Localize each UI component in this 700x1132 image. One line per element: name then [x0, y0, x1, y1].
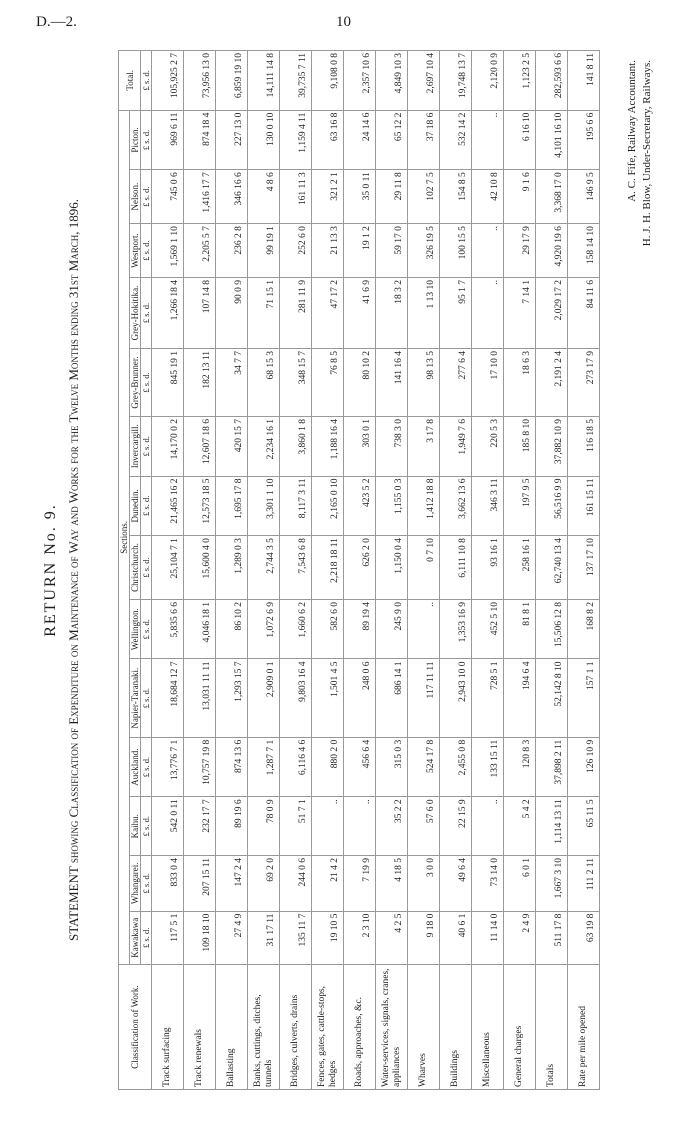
table-cell: 3 0 0: [408, 856, 440, 912]
unit-header: £ s. d.: [141, 348, 152, 416]
table-cell: 3,860 1 8: [280, 416, 312, 476]
table-cell: 1,416 17 7: [184, 170, 216, 224]
signature-accountant: A. C. Fife, Railway Accountant.: [626, 60, 638, 202]
row-label: Bridges, culverts, drains: [280, 965, 312, 1090]
table-cell: 65 12 2: [376, 110, 408, 170]
table-cell: 18 6 3: [504, 348, 536, 416]
table-cell: 31 17 11: [248, 911, 280, 964]
table-cell: 874 13 6: [216, 737, 248, 797]
table-cell: 1,159 4 11: [280, 110, 312, 170]
table-cell: 1,412 18 8: [408, 476, 440, 536]
table-cell: 244 0 6: [280, 856, 312, 912]
units-row: [141, 51, 152, 1090]
table-cell: 51 7 1: [280, 797, 312, 856]
table-cell: 34 7 7: [216, 348, 248, 416]
table-cell: 14,170 0 2: [152, 416, 184, 476]
row-total: 73,956 13 0: [184, 51, 216, 111]
table-cell: 5 4 2: [504, 797, 536, 856]
table-cell: ..: [472, 110, 504, 170]
table-cell: 117 11 11: [408, 659, 440, 737]
table-cell: 10,757 19 8: [184, 737, 216, 797]
table-cell: ..: [472, 797, 504, 856]
table-cell: 11 14 0: [472, 911, 504, 964]
row-label: General charges: [504, 965, 536, 1090]
table-cell: 258 16 1: [504, 536, 536, 600]
table-row: [376, 51, 408, 1090]
table-cell: 116 18 5: [568, 416, 600, 476]
table-cell: 35 2 2: [376, 797, 408, 856]
total-header: Total.: [119, 51, 141, 111]
table-cell: 2,909 0 1: [248, 659, 280, 737]
table-cell: ..: [472, 224, 504, 278]
table-cell: 117 5 1: [152, 911, 184, 964]
table-cell: 21 13 3: [312, 224, 344, 278]
table-cell: 1 13 10: [408, 278, 440, 349]
table-cell: 542 0 11: [152, 797, 184, 856]
table-cell: 2,943 10 0: [440, 659, 472, 737]
table-cell: 197 9 5: [504, 476, 536, 536]
table-cell: 1,266 18 4: [152, 278, 184, 349]
table-cell: 135 11 7: [280, 911, 312, 964]
table-cell: 19 1 2: [344, 224, 376, 278]
totals-row: [536, 51, 568, 1090]
table-cell: 1,569 1 10: [152, 224, 184, 278]
table-cell: 346 16 6: [216, 170, 248, 224]
section-header: Dunedin.: [130, 476, 141, 536]
unit-header: £ s. d.: [141, 911, 152, 964]
table-cell: 4 8 6: [248, 170, 280, 224]
table-cell: 12,607 18 6: [184, 416, 216, 476]
table-cell: 7,543 6 8: [280, 536, 312, 600]
row-label: Banks, cuttings, ditches, tunnels: [248, 965, 280, 1090]
table-cell: 130 0 10: [248, 110, 280, 170]
table-cell: 37 18 6: [408, 110, 440, 170]
header-row-top: [119, 51, 130, 1090]
table-cell: 182 13 11: [184, 348, 216, 416]
table-cell: 168 8 2: [568, 599, 600, 659]
table-cell: 185 8 10: [504, 416, 536, 476]
table-cell: 19 10 5: [312, 911, 344, 964]
row-label: Track surfacing: [152, 965, 184, 1090]
table-cell: 65 11 5: [568, 797, 600, 856]
row-total: 9,108 0 8: [312, 51, 344, 111]
table-cell: 511 17 8: [536, 911, 568, 964]
table-cell: 2,744 3 5: [248, 536, 280, 600]
table-cell: 86 10 2: [216, 599, 248, 659]
table-cell: ..: [312, 797, 344, 856]
table-cell: 6 16 10: [504, 110, 536, 170]
table-cell: 326 19 5: [408, 224, 440, 278]
unit-header: £ s. d.: [141, 224, 152, 278]
table-row: [184, 51, 216, 1090]
table-cell: 1,072 6 9: [248, 599, 280, 659]
table-cell: 49 6 4: [440, 856, 472, 912]
table-cell: 100 15 5: [440, 224, 472, 278]
unit-header: £ s. d.: [141, 737, 152, 797]
unit-header: £ s. d.: [141, 476, 152, 536]
table-cell: 68 15 3: [248, 348, 280, 416]
table-row: [344, 51, 376, 1090]
table-cell: 109 18 10: [184, 911, 216, 964]
table-cell: 84 11 6: [568, 278, 600, 349]
row-total: 282,593 6 6: [536, 51, 568, 111]
table-cell: 41 6 9: [344, 278, 376, 349]
table-row: [312, 51, 344, 1090]
table-cell: 738 3 0: [376, 416, 408, 476]
table-cell: 321 2 1: [312, 170, 344, 224]
table-cell: 423 5 2: [344, 476, 376, 536]
rate-per-mile-row: [568, 51, 600, 1090]
table-cell: ..: [472, 278, 504, 349]
table-cell: 29 11 8: [376, 170, 408, 224]
table-cell: 7 14 1: [504, 278, 536, 349]
section-names-row: [130, 51, 141, 1090]
table-cell: 6,116 4 6: [280, 737, 312, 797]
row-label: Wharves: [408, 965, 440, 1090]
table-cell: 745 0 6: [152, 170, 184, 224]
table-row: [504, 51, 536, 1090]
table-cell: 227 13 0: [216, 110, 248, 170]
table-row: [248, 51, 280, 1090]
table-cell: 81 8 1: [504, 599, 536, 659]
table-cell: 1,150 0 4: [376, 536, 408, 600]
row-label: Track renewals: [184, 965, 216, 1090]
table-cell: 42 10 8: [472, 170, 504, 224]
table-cell: 2,029 17 2: [536, 278, 568, 349]
table-cell: 18,684 12 7: [152, 659, 184, 737]
table-row: [280, 51, 312, 1090]
table-cell: 63 19 8: [568, 911, 600, 964]
table-cell: 9 1 6: [504, 170, 536, 224]
table-cell: 1,155 0 3: [376, 476, 408, 536]
table-row: [152, 51, 184, 1090]
table-cell: 13,031 11 11: [184, 659, 216, 737]
table-cell: 89 19 6: [216, 797, 248, 856]
unit-header: £ s. d.: [141, 170, 152, 224]
table-cell: 35 0 11: [344, 170, 376, 224]
table-cell: 9 18 0: [408, 911, 440, 964]
table-cell: 626 2 0: [344, 536, 376, 600]
table-cell: 1,695 17 8: [216, 476, 248, 536]
section-header: Picton.: [130, 110, 141, 170]
table-cell: 137 17 10: [568, 536, 600, 600]
table-cell: 93 16 1: [472, 536, 504, 600]
table-cell: 107 14 8: [184, 278, 216, 349]
table-cell: 3,301 1 10: [248, 476, 280, 536]
section-header: Wellington.: [130, 599, 141, 659]
table-cell: 80 10 2: [344, 348, 376, 416]
table-cell: 102 7 5: [408, 170, 440, 224]
signature-block: [625, 60, 655, 390]
table-cell: 1,949 7 6: [440, 416, 472, 476]
table-cell: 1,188 16 4: [312, 416, 344, 476]
table-cell: 25,104 7 1: [152, 536, 184, 600]
table-cell: 2,191 2 4: [536, 348, 568, 416]
table-cell: 2 3 10: [344, 911, 376, 964]
section-header: Whangarei.: [130, 856, 141, 912]
section-header: Napier-Taranaki.: [130, 659, 141, 737]
table-row: [472, 51, 504, 1090]
table-cell: 146 9 5: [568, 170, 600, 224]
section-header: Grey-Brunner.: [130, 348, 141, 416]
table-cell: 47 17 2: [312, 278, 344, 349]
table-cell: 62,740 13 4: [536, 536, 568, 600]
table-cell: 78 0 9: [248, 797, 280, 856]
table-cell: ..: [408, 599, 440, 659]
table-cell: 56,516 9 9: [536, 476, 568, 536]
table-cell: 4,046 18 1: [184, 599, 216, 659]
unit-header: £ s. d.: [141, 659, 152, 737]
table-cell: 348 15 7: [280, 348, 312, 416]
table-cell: 452 5 10: [472, 599, 504, 659]
table-cell: 15,600 4 0: [184, 536, 216, 600]
table-cell: 874 18 4: [184, 110, 216, 170]
unit-header: £ s. d.: [141, 110, 152, 170]
section-header: Christchurch.: [130, 536, 141, 600]
table-cell: 126 10 9: [568, 737, 600, 797]
table-cell: 76 8 5: [312, 348, 344, 416]
table-cell: 3 17 8: [408, 416, 440, 476]
table-cell: 161 11 3: [280, 170, 312, 224]
row-label: Ballasting: [216, 965, 248, 1090]
table-cell: 277 6 4: [440, 348, 472, 416]
table-cell: 9,803 16 4: [280, 659, 312, 737]
table-cell: 4 18 5: [376, 856, 408, 912]
table-cell: 22 15 9: [440, 797, 472, 856]
row-total: 14,111 14 8: [248, 51, 280, 111]
table-cell: 1,293 15 7: [216, 659, 248, 737]
table-cell: 95 1 7: [440, 278, 472, 349]
table-cell: 346 3 11: [472, 476, 504, 536]
table-cell: 1,287 7 1: [248, 737, 280, 797]
statement-title: STATEMENT showing Classification of Expenditure on Maintenance of Way and Works for the Twelve Months ending 31st March, 1896.: [66, 199, 81, 941]
table-cell: 2,205 5 7: [184, 224, 216, 278]
table-cell: 236 2 8: [216, 224, 248, 278]
table-cell: 524 17 8: [408, 737, 440, 797]
table-cell: 245 9 0: [376, 599, 408, 659]
table-cell: 24 14 6: [344, 110, 376, 170]
table-cell: 248 0 6: [344, 659, 376, 737]
table-cell: 99 19 1: [248, 224, 280, 278]
table-cell: 73 14 0: [472, 856, 504, 912]
table-cell: 17 10 0: [472, 348, 504, 416]
page-reference: D.—2.: [36, 14, 77, 30]
row-label: Roads, approaches, &c.: [344, 965, 376, 1090]
table-cell: 29 17 9: [504, 224, 536, 278]
rotated-content: [40, 50, 670, 1090]
table-cell: 2,455 0 8: [440, 737, 472, 797]
table-row: [216, 51, 248, 1090]
unit-header: £ s. d.: [141, 278, 152, 349]
table-cell: 4,920 19 6: [536, 224, 568, 278]
table-cell: 195 6 6: [568, 110, 600, 170]
classification-header: Classification of Work.: [119, 965, 152, 1090]
section-header: Invercargill.: [130, 416, 141, 476]
table-cell: 4 2 5: [376, 911, 408, 964]
table-cell: 69 2 0: [248, 856, 280, 912]
table-cell: 2 4 9: [504, 911, 536, 964]
row-total: 4,849 10 3: [376, 51, 408, 111]
unit-header: £ s. d.: [141, 51, 152, 111]
table-cell: 2,165 0 10: [312, 476, 344, 536]
table-cell: 157 1 1: [568, 659, 600, 737]
table-cell: 1,660 6 2: [280, 599, 312, 659]
table-cell: 158 14 10: [568, 224, 600, 278]
unit-header: £ s. d.: [141, 536, 152, 600]
table-cell: 728 5 1: [472, 659, 504, 737]
table-cell: 6 0 1: [504, 856, 536, 912]
section-header: Grey-Hokitika.: [130, 278, 141, 349]
row-total: 141 8 11: [568, 51, 600, 111]
row-total: 2,357 10 6: [344, 51, 376, 111]
row-label: Totals: [536, 965, 568, 1090]
row-total: 1,123 2 5: [504, 51, 536, 111]
table-cell: 194 6 4: [504, 659, 536, 737]
page-header: [0, 0, 700, 40]
row-label: Water-services, signals, cranes, appliances: [376, 965, 408, 1090]
table-cell: 456 6 4: [344, 737, 376, 797]
section-header: Nelson.: [130, 170, 141, 224]
table-cell: 833 0 4: [152, 856, 184, 912]
table-cell: 845 19 1: [152, 348, 184, 416]
table-cell: 71 15 1: [248, 278, 280, 349]
section-header: Kawakawa: [130, 911, 141, 964]
table-cell: 252 6 0: [280, 224, 312, 278]
table-cell: 27 4 9: [216, 911, 248, 964]
table-cell: 89 19 4: [344, 599, 376, 659]
title-block: [40, 50, 110, 1090]
table-cell: 21,465 16 2: [152, 476, 184, 536]
table-cell: 1,289 0 3: [216, 536, 248, 600]
return-number: RETURN No. 9.: [42, 503, 59, 637]
table-cell: 1,501 4 5: [312, 659, 344, 737]
table-cell: ..: [344, 797, 376, 856]
table-cell: 12,573 18 5: [184, 476, 216, 536]
table-cell: 686 14 1: [376, 659, 408, 737]
table-cell: 59 17 0: [376, 224, 408, 278]
table-row: [408, 51, 440, 1090]
table-cell: 1,353 16 9: [440, 599, 472, 659]
table-cell: 2,218 18 11: [312, 536, 344, 600]
table-cell: 420 15 7: [216, 416, 248, 476]
table-cell: 15,506 12 8: [536, 599, 568, 659]
table-cell: 0 7 10: [408, 536, 440, 600]
table-cell: 303 0 1: [344, 416, 376, 476]
table-cell: 147 2 4: [216, 856, 248, 912]
table-cell: 207 15 11: [184, 856, 216, 912]
row-label: Miscellaneous: [472, 965, 504, 1090]
table-cell: 52,142 8 10: [536, 659, 568, 737]
table-cell: 7 19 9: [344, 856, 376, 912]
table-cell: 133 15 11: [472, 737, 504, 797]
table-row: [440, 51, 472, 1090]
expenditure-table: [118, 50, 600, 1090]
table-cell: 37,898 2 11: [536, 737, 568, 797]
row-total: 105,925 2 7: [152, 51, 184, 111]
table-cell: 21 4 2: [312, 856, 344, 912]
unit-header: £ s. d.: [141, 416, 152, 476]
table-cell: 315 0 3: [376, 737, 408, 797]
table-cell: 1,114 13 11: [536, 797, 568, 856]
row-total: 19,748 13 7: [440, 51, 472, 111]
unit-header: £ s. d.: [141, 856, 152, 912]
table-cell: 5,835 6 6: [152, 599, 184, 659]
row-label: Buildings: [440, 965, 472, 1090]
table-cell: 111 2 11: [568, 856, 600, 912]
row-total: 6,859 19 10: [216, 51, 248, 111]
table-cell: 232 17 7: [184, 797, 216, 856]
sections-header: Sections.: [119, 110, 130, 964]
table-cell: 969 6 11: [152, 110, 184, 170]
table-cell: 63 16 8: [312, 110, 344, 170]
table-cell: 40 6 1: [440, 911, 472, 964]
row-label: Rate per mile opened: [568, 965, 600, 1090]
signature-under-secretary: H. J. H. Blow, Under-Secretary, Railways.: [641, 60, 653, 247]
table-cell: 154 8 5: [440, 170, 472, 224]
row-total: 2,120 0 9: [472, 51, 504, 111]
section-header: Auckland.: [130, 737, 141, 797]
table-cell: 220 5 3: [472, 416, 504, 476]
table-cell: 98 13 5: [408, 348, 440, 416]
table-cell: 880 2 0: [312, 737, 344, 797]
table-cell: 18 3 2: [376, 278, 408, 349]
section-header: Kaihu.: [130, 797, 141, 856]
unit-header: £ s. d.: [141, 797, 152, 856]
unit-header: £ s. d.: [141, 599, 152, 659]
table-cell: 3,662 13 6: [440, 476, 472, 536]
page-number: 10: [336, 14, 351, 30]
table-cell: 8,117 3 11: [280, 476, 312, 536]
table-cell: 6,111 10 8: [440, 536, 472, 600]
table-cell: 273 17 9: [568, 348, 600, 416]
table-cell: 281 11 9: [280, 278, 312, 349]
table-cell: 120 8 3: [504, 737, 536, 797]
table-cell: 3,368 17 0: [536, 170, 568, 224]
table-cell: 90 0 9: [216, 278, 248, 349]
table-cell: 582 6 0: [312, 599, 344, 659]
table-body: [152, 51, 600, 1090]
table-cell: 4,101 16 10: [536, 110, 568, 170]
table-cell: 1,667 3 10: [536, 856, 568, 912]
section-header: Westport.: [130, 224, 141, 278]
row-total: 2,697 10 4: [408, 51, 440, 111]
row-total: 39,735 7 11: [280, 51, 312, 111]
table-cell: 37,882 10 9: [536, 416, 568, 476]
table-cell: 13,776 7 1: [152, 737, 184, 797]
row-label: Fences, gates, cattle-stops, hedges: [312, 965, 344, 1090]
table-cell: 161 15 11: [568, 476, 600, 536]
table-cell: 57 6 0: [408, 797, 440, 856]
table-cell: 532 14 2: [440, 110, 472, 170]
table-cell: 141 16 4: [376, 348, 408, 416]
table-cell: 2,234 16 1: [248, 416, 280, 476]
